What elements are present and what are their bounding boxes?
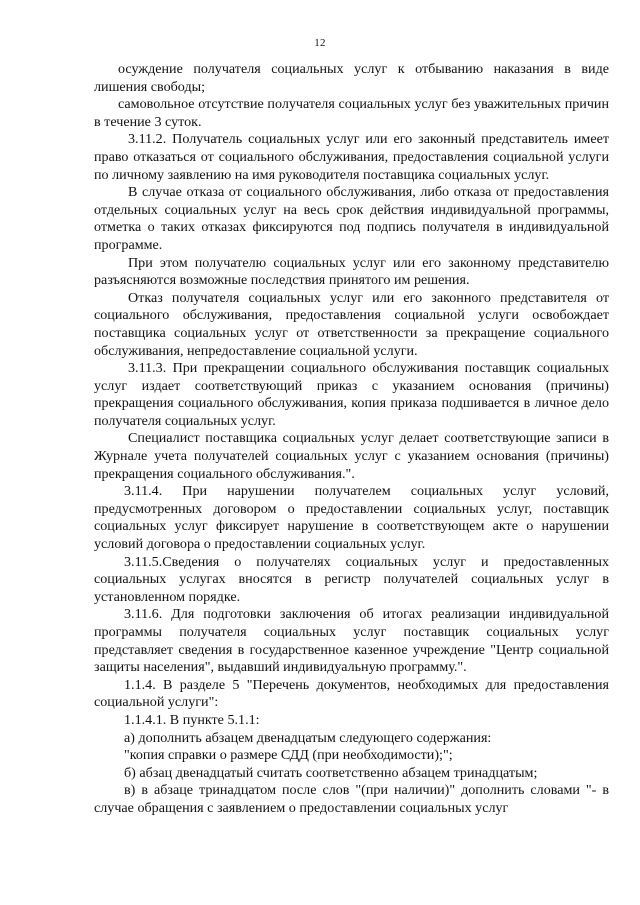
paragraph-2: самовольное отсутствие получателя социальных услуг без уважительных причин в течение 3 суток.	[94, 96, 609, 130]
paragraph-12: 1.1.4. В разделе 5 "Перечень документов, необходимых для предоставления социальной услуги":	[94, 676, 609, 711]
paragraph-13: 1.1.4.1. В пункте 5.1.1:	[124, 711, 260, 728]
paragraph-11: 3.11.6. Для подготовки заключения об итогах реализации индивидуальной программы получателя социальных услуг поставщик социальных услуг представляет сведения в государственное казенное учреждение "Центр социальной защиты населения", выдавший индивидуальную программу.".	[94, 606, 609, 676]
paragraph-3: 3.11.2. Получатель социальных услуг или его законный представитель имеет право отказаться от социального обслуживания, предоставления социальной услуги по личному заявлению на имя руководителя поставщика социальных услуг.	[94, 131, 609, 183]
paragraph-8: Специалист поставщика социальных услуг делает соответствующие записи в Журнале учета получателей социальных услуг с указанием основания (причины) прекращения социального обслуживания.".	[94, 430, 609, 482]
paragraph-14: а) дополнить абзацем двенадцатым следующего содержания:	[124, 729, 492, 746]
paragraph-15: "копия справки о размере СДД (при необходимости);";	[124, 747, 453, 764]
paragraph-4: В случае отказа от социального обслуживания, либо отказа от предоставления отдельных социальных услуг на весь срок действия индивидуальной программы, отметка о таких отказах фиксируются под подпись получателя в индивидуальной программе.	[94, 184, 609, 253]
paragraph-16: б) абзац двенадцатый считать соответственно абзацем тринадцатым;	[124, 764, 538, 781]
paragraph-17: в) в абзаце тринадцатом после слов "(при наличии)" дополнить словами "- в случае обращения с заявлением о предоставлении социальных услуг	[94, 782, 609, 816]
document-body	[94, 61, 609, 818]
paragraph-9: 3.11.4. При нарушении получателем социальных услуг условий, предусмотренных договором о предоставлении социальных услуг, поставщик социальных услуг фиксирует нарушение в соответствующем акте о нарушении условий договора о предоставлении социальных услуг.	[94, 483, 609, 553]
paragraph-10: 3.11.5.Сведения о получателях социальных услуг и предоставленных социальных услугах вносятся в регистр получателей социальных услуг в установленном порядке.	[94, 553, 609, 605]
paragraph-5: При этом получателю социальных услуг или его законному представителю разъясняются возможные последствия принятого им решения.	[94, 254, 609, 289]
paragraph-1: осуждение получателя социальных услуг к отбыванию наказания в виде лишения свободы;	[94, 61, 609, 95]
page-number: 12	[314, 37, 326, 49]
paragraph-6: Отказ получателя социальных услуг или его законного представителя от социального обслуживания, предоставления социальной услуги освобождает поставщика социальных услуг от ответственности за прекращение социального обслуживания, непредоставление социальной услуги.	[94, 289, 609, 359]
paragraph-7: 3.11.3. При прекращении социального обслуживания поставщик социальных услуг издает соответствующий приказ с указанием основания (причины) прекращения социального обслуживания, копия приказа подшивается в личное дело получателя социальных услуг.	[94, 360, 609, 429]
